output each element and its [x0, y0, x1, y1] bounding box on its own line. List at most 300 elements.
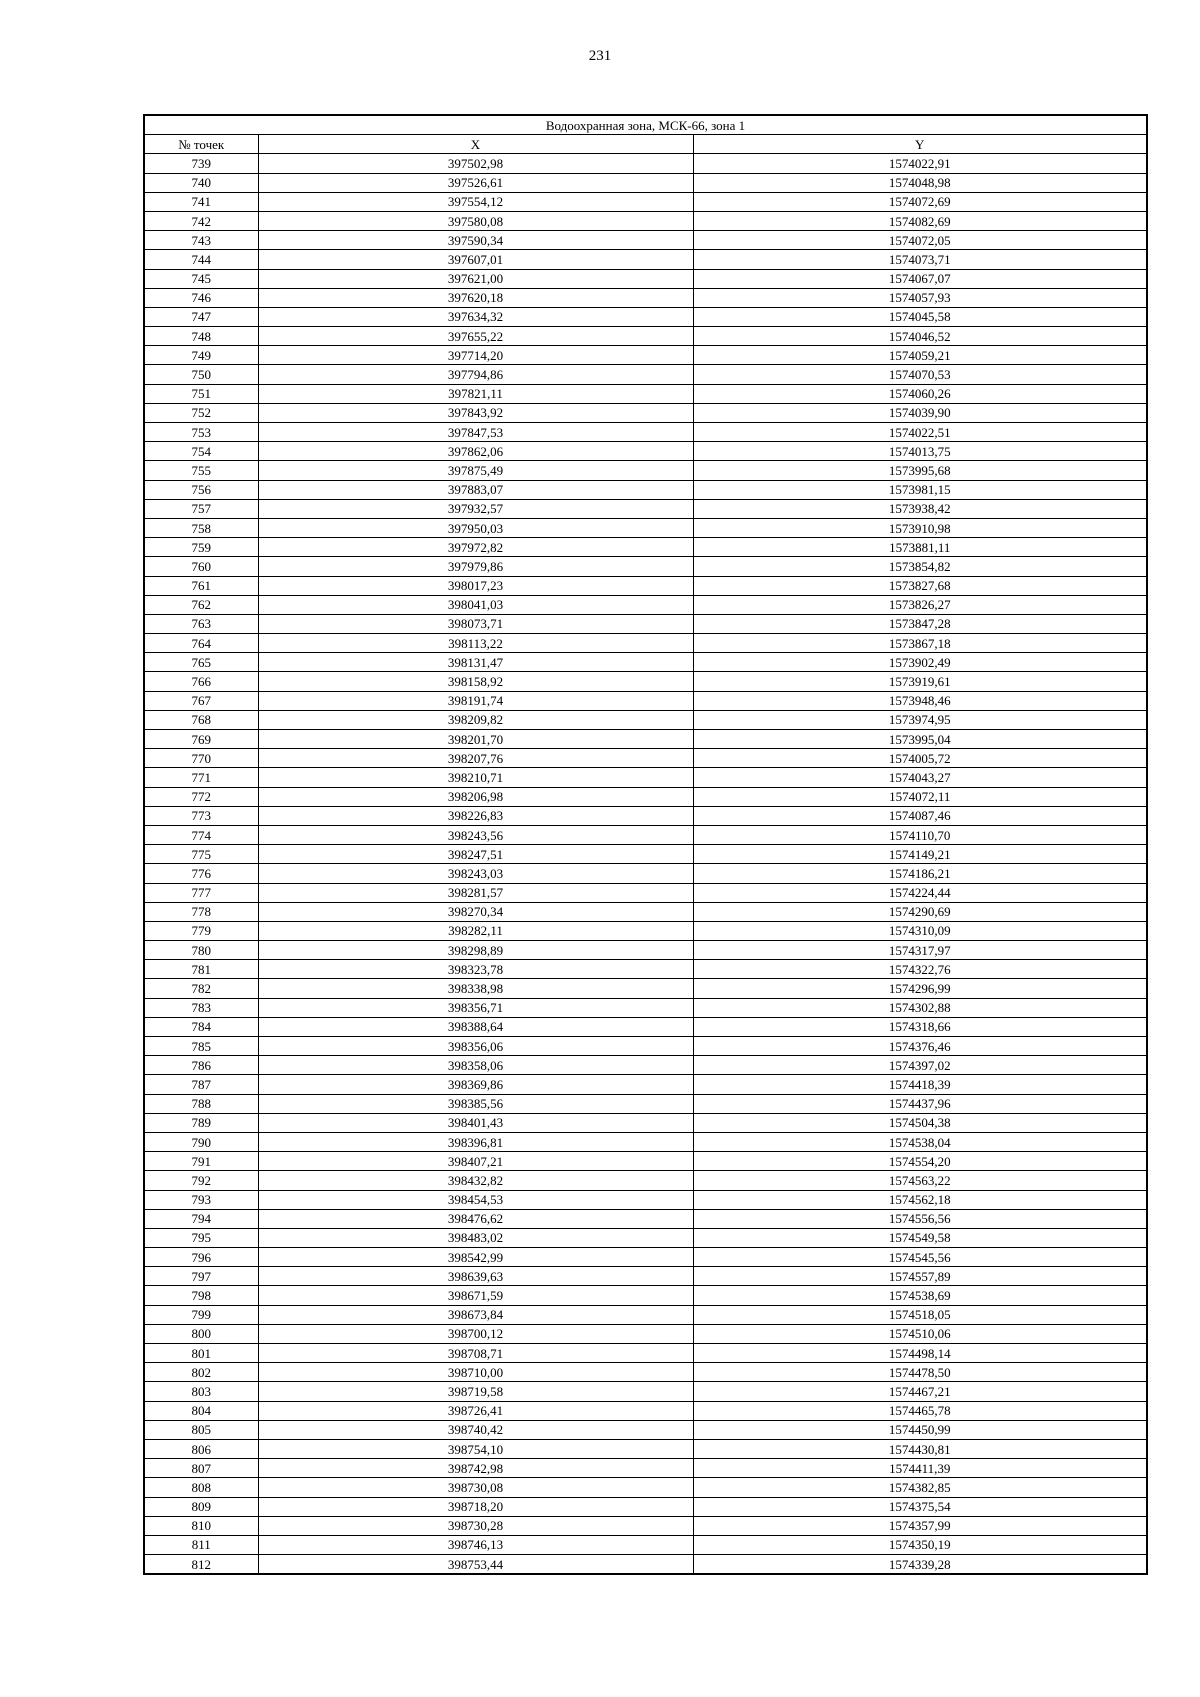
point-number-cell: 791	[144, 1152, 258, 1171]
x-coordinate-cell: 397972,82	[258, 538, 693, 557]
point-number-cell: 742	[144, 211, 258, 230]
x-coordinate-cell: 397590,34	[258, 231, 693, 250]
y-coordinate-cell: 1574110,70	[693, 825, 1147, 844]
point-number-cell: 770	[144, 749, 258, 768]
point-number-cell: 812	[144, 1555, 258, 1575]
table-row	[144, 480, 1147, 499]
y-coordinate-cell: 1573974,95	[693, 710, 1147, 729]
y-coordinate-cell: 1574397,02	[693, 1056, 1147, 1075]
table-row	[144, 1420, 1147, 1439]
table-row	[144, 634, 1147, 653]
point-number-cell: 787	[144, 1075, 258, 1094]
table-row	[144, 154, 1147, 173]
table-row	[144, 499, 1147, 518]
x-coordinate-cell: 398338,98	[258, 979, 693, 998]
y-coordinate-cell: 1574504,38	[693, 1113, 1147, 1132]
y-coordinate-cell: 1574322,76	[693, 960, 1147, 979]
table-row	[144, 1267, 1147, 1286]
table-row	[144, 614, 1147, 633]
point-number-cell: 799	[144, 1305, 258, 1324]
table-row	[144, 538, 1147, 557]
point-number-cell: 779	[144, 921, 258, 940]
x-coordinate-cell: 398730,08	[258, 1478, 693, 1497]
x-coordinate-cell: 397580,08	[258, 211, 693, 230]
y-coordinate-cell: 1574043,27	[693, 768, 1147, 787]
y-coordinate-cell: 1574073,71	[693, 250, 1147, 269]
y-coordinate-cell: 1574430,81	[693, 1439, 1147, 1458]
point-number-cell: 784	[144, 1017, 258, 1036]
y-coordinate-cell: 1574382,85	[693, 1478, 1147, 1497]
x-coordinate-cell: 397875,49	[258, 461, 693, 480]
point-number-cell: 783	[144, 998, 258, 1017]
x-coordinate-cell: 398710,00	[258, 1363, 693, 1382]
point-number-cell: 777	[144, 883, 258, 902]
y-coordinate-cell: 1573948,46	[693, 691, 1147, 710]
y-coordinate-cell: 1574545,56	[693, 1248, 1147, 1267]
table-row	[144, 1382, 1147, 1401]
y-coordinate-cell: 1574048,98	[693, 173, 1147, 192]
point-number-cell: 809	[144, 1497, 258, 1516]
point-number-cell: 798	[144, 1286, 258, 1305]
table-row	[144, 595, 1147, 614]
y-coordinate-cell: 1574045,58	[693, 307, 1147, 326]
x-coordinate-cell: 398388,64	[258, 1017, 693, 1036]
page-number: 231	[588, 48, 612, 64]
table-row	[144, 1286, 1147, 1305]
point-number-cell: 786	[144, 1056, 258, 1075]
y-coordinate-cell: 1573981,15	[693, 480, 1147, 499]
table-row	[144, 825, 1147, 844]
table-row	[144, 1344, 1147, 1363]
table-row	[144, 1478, 1147, 1497]
table-row	[144, 1324, 1147, 1343]
y-coordinate-cell: 1574013,75	[693, 442, 1147, 461]
table-row	[144, 461, 1147, 480]
point-number-cell: 769	[144, 730, 258, 749]
point-number-cell: 749	[144, 346, 258, 365]
point-number-cell: 778	[144, 902, 258, 921]
point-number-cell: 775	[144, 845, 258, 864]
point-number-cell: 785	[144, 1037, 258, 1056]
table-row	[144, 806, 1147, 825]
table-row	[144, 691, 1147, 710]
y-coordinate-cell: 1574562,18	[693, 1190, 1147, 1209]
point-number-cell: 762	[144, 595, 258, 614]
table-row	[144, 1094, 1147, 1113]
x-coordinate-cell: 397526,61	[258, 173, 693, 192]
table-row	[144, 864, 1147, 883]
table-row	[144, 1152, 1147, 1171]
x-coordinate-cell: 397621,00	[258, 269, 693, 288]
table-row	[144, 346, 1147, 365]
x-coordinate-cell: 398131,47	[258, 653, 693, 672]
point-number-cell: 789	[144, 1113, 258, 1132]
x-coordinate-cell: 398700,12	[258, 1324, 693, 1343]
table-row	[144, 211, 1147, 230]
table-row	[144, 749, 1147, 768]
table-row	[144, 1535, 1147, 1554]
x-coordinate-cell: 398207,76	[258, 749, 693, 768]
table-row	[144, 384, 1147, 403]
y-coordinate-cell: 1574317,97	[693, 941, 1147, 960]
x-coordinate-cell: 398356,71	[258, 998, 693, 1017]
x-coordinate-cell: 397634,32	[258, 307, 693, 326]
point-number-cell: 781	[144, 960, 258, 979]
point-number-cell: 776	[144, 864, 258, 883]
x-coordinate-cell: 398476,62	[258, 1209, 693, 1228]
x-coordinate-cell: 398201,70	[258, 730, 693, 749]
y-coordinate-cell: 1574538,69	[693, 1286, 1147, 1305]
table-row	[144, 1228, 1147, 1247]
point-number-cell: 807	[144, 1459, 258, 1478]
x-coordinate-cell: 398396,81	[258, 1132, 693, 1151]
y-coordinate-cell: 1574087,46	[693, 806, 1147, 825]
point-number-cell: 753	[144, 423, 258, 442]
table-row	[144, 518, 1147, 537]
x-coordinate-cell: 398671,59	[258, 1286, 693, 1305]
table-row	[144, 365, 1147, 384]
y-coordinate-cell: 1573826,27	[693, 595, 1147, 614]
y-coordinate-cell: 1574478,50	[693, 1363, 1147, 1382]
y-coordinate-cell: 1573995,04	[693, 730, 1147, 749]
table-row	[144, 998, 1147, 1017]
x-coordinate-cell: 398209,82	[258, 710, 693, 729]
table-row	[144, 288, 1147, 307]
x-coordinate-cell: 397862,06	[258, 442, 693, 461]
point-number-cell: 810	[144, 1516, 258, 1535]
point-number-cell: 793	[144, 1190, 258, 1209]
x-coordinate-cell: 397932,57	[258, 499, 693, 518]
point-number-cell: 774	[144, 825, 258, 844]
table-row	[144, 653, 1147, 672]
y-coordinate-cell: 1574302,88	[693, 998, 1147, 1017]
table-row	[144, 1459, 1147, 1478]
y-coordinate-cell: 1574039,90	[693, 403, 1147, 422]
y-coordinate-cell: 1574070,53	[693, 365, 1147, 384]
table-row	[144, 768, 1147, 787]
point-number-cell: 806	[144, 1439, 258, 1458]
y-coordinate-cell: 1574350,19	[693, 1535, 1147, 1554]
point-number-cell: 741	[144, 192, 258, 211]
x-coordinate-cell: 398718,20	[258, 1497, 693, 1516]
point-number-cell: 767	[144, 691, 258, 710]
table-row	[144, 423, 1147, 442]
column-header-y: Y	[693, 135, 1147, 154]
table-row	[144, 1401, 1147, 1420]
table-row	[144, 1305, 1147, 1324]
point-number-cell: 756	[144, 480, 258, 499]
y-coordinate-cell: 1574339,28	[693, 1555, 1147, 1575]
point-number-cell: 744	[144, 250, 258, 269]
table-row	[144, 1555, 1147, 1575]
x-coordinate-cell: 398323,78	[258, 960, 693, 979]
point-number-cell: 796	[144, 1248, 258, 1267]
point-number-cell: 758	[144, 518, 258, 537]
point-number-cell: 811	[144, 1535, 258, 1554]
table-row	[144, 710, 1147, 729]
table-title: Водоохранная зона, МСК-66, зона 1	[144, 115, 1147, 135]
point-number-cell: 804	[144, 1401, 258, 1420]
y-coordinate-cell: 1573919,61	[693, 672, 1147, 691]
y-coordinate-cell: 1574072,05	[693, 231, 1147, 250]
table-row	[144, 250, 1147, 269]
point-number-cell: 739	[144, 154, 258, 173]
x-coordinate-cell: 398483,02	[258, 1228, 693, 1247]
point-number-cell: 750	[144, 365, 258, 384]
x-coordinate-cell: 398113,22	[258, 634, 693, 653]
y-coordinate-cell: 1574467,21	[693, 1382, 1147, 1401]
point-number-cell: 745	[144, 269, 258, 288]
y-coordinate-cell: 1573910,98	[693, 518, 1147, 537]
table-row	[144, 921, 1147, 940]
point-number-cell: 803	[144, 1382, 258, 1401]
point-number-cell: 782	[144, 979, 258, 998]
point-number-cell: 795	[144, 1228, 258, 1247]
x-coordinate-cell: 398673,84	[258, 1305, 693, 1324]
x-coordinate-cell: 398206,98	[258, 787, 693, 806]
table-row	[144, 557, 1147, 576]
x-coordinate-cell: 397847,53	[258, 423, 693, 442]
x-coordinate-cell: 398356,06	[258, 1037, 693, 1056]
table-row	[144, 403, 1147, 422]
table-row	[144, 307, 1147, 326]
point-number-cell: 760	[144, 557, 258, 576]
table-row	[144, 1439, 1147, 1458]
point-number-cell: 752	[144, 403, 258, 422]
x-coordinate-cell: 398454,53	[258, 1190, 693, 1209]
table-row	[144, 1497, 1147, 1516]
x-coordinate-cell: 397607,01	[258, 250, 693, 269]
y-coordinate-cell: 1574556,56	[693, 1209, 1147, 1228]
table-row	[144, 960, 1147, 979]
x-coordinate-cell: 398542,99	[258, 1248, 693, 1267]
x-coordinate-cell: 398073,71	[258, 614, 693, 633]
y-coordinate-cell: 1574005,72	[693, 749, 1147, 768]
x-coordinate-cell: 398369,86	[258, 1075, 693, 1094]
y-coordinate-cell: 1573827,68	[693, 576, 1147, 595]
table-row	[144, 1056, 1147, 1075]
x-coordinate-cell: 398407,21	[258, 1152, 693, 1171]
table-row	[144, 576, 1147, 595]
table-row	[144, 1017, 1147, 1036]
y-coordinate-cell: 1574082,69	[693, 211, 1147, 230]
point-number-cell: 808	[144, 1478, 258, 1497]
x-coordinate-cell: 398708,71	[258, 1344, 693, 1363]
point-number-cell: 768	[144, 710, 258, 729]
point-number-cell: 743	[144, 231, 258, 250]
x-coordinate-cell: 398719,58	[258, 1382, 693, 1401]
table-row	[144, 672, 1147, 691]
x-coordinate-cell: 398754,10	[258, 1439, 693, 1458]
point-number-cell: 780	[144, 941, 258, 960]
point-number-cell: 748	[144, 327, 258, 346]
x-coordinate-cell: 398247,51	[258, 845, 693, 864]
y-coordinate-cell: 1573867,18	[693, 634, 1147, 653]
y-coordinate-cell: 1574022,91	[693, 154, 1147, 173]
y-coordinate-cell: 1574418,39	[693, 1075, 1147, 1094]
point-number-cell: 771	[144, 768, 258, 787]
x-coordinate-cell: 398639,63	[258, 1267, 693, 1286]
y-coordinate-cell: 1574376,46	[693, 1037, 1147, 1056]
point-number-cell: 761	[144, 576, 258, 595]
column-header-x: X	[258, 135, 693, 154]
x-coordinate-cell: 397655,22	[258, 327, 693, 346]
y-coordinate-cell: 1573847,28	[693, 614, 1147, 633]
y-coordinate-cell: 1574375,54	[693, 1497, 1147, 1516]
x-coordinate-cell: 398281,57	[258, 883, 693, 902]
y-coordinate-cell: 1573854,82	[693, 557, 1147, 576]
coordinates-table	[143, 114, 1148, 1575]
table-row	[144, 173, 1147, 192]
x-coordinate-cell: 398191,74	[258, 691, 693, 710]
x-coordinate-cell: 398726,41	[258, 1401, 693, 1420]
y-coordinate-cell: 1574072,11	[693, 787, 1147, 806]
point-number-cell: 792	[144, 1171, 258, 1190]
y-coordinate-cell: 1574549,58	[693, 1228, 1147, 1247]
table-row	[144, 1113, 1147, 1132]
x-coordinate-cell: 398226,83	[258, 806, 693, 825]
x-coordinate-cell: 397620,18	[258, 288, 693, 307]
y-coordinate-cell: 1574510,06	[693, 1324, 1147, 1343]
table-row	[144, 1516, 1147, 1535]
y-coordinate-cell: 1574518,05	[693, 1305, 1147, 1324]
x-coordinate-cell: 398730,28	[258, 1516, 693, 1535]
y-coordinate-cell: 1574450,99	[693, 1420, 1147, 1439]
point-number-cell: 797	[144, 1267, 258, 1286]
y-coordinate-cell: 1574046,52	[693, 327, 1147, 346]
point-number-cell: 740	[144, 173, 258, 192]
table-row	[144, 1190, 1147, 1209]
table-row	[144, 269, 1147, 288]
x-coordinate-cell: 398270,34	[258, 902, 693, 921]
table-row	[144, 883, 1147, 902]
x-coordinate-cell: 397979,86	[258, 557, 693, 576]
table-row	[144, 845, 1147, 864]
point-number-cell: 755	[144, 461, 258, 480]
point-number-cell: 772	[144, 787, 258, 806]
point-number-cell: 747	[144, 307, 258, 326]
table-body	[144, 154, 1147, 1574]
x-coordinate-cell: 398432,82	[258, 1171, 693, 1190]
x-coordinate-cell: 398243,56	[258, 825, 693, 844]
x-coordinate-cell: 398243,03	[258, 864, 693, 883]
point-number-cell: 765	[144, 653, 258, 672]
y-coordinate-cell: 1574149,21	[693, 845, 1147, 864]
y-coordinate-cell: 1574411,39	[693, 1459, 1147, 1478]
point-number-cell: 757	[144, 499, 258, 518]
point-number-cell: 759	[144, 538, 258, 557]
x-coordinate-cell: 398282,11	[258, 921, 693, 940]
y-coordinate-cell: 1574465,78	[693, 1401, 1147, 1420]
table-row	[144, 1171, 1147, 1190]
table-row	[144, 787, 1147, 806]
x-coordinate-cell: 398746,13	[258, 1535, 693, 1554]
x-coordinate-cell: 397883,07	[258, 480, 693, 499]
y-coordinate-cell: 1574022,51	[693, 423, 1147, 442]
y-coordinate-cell: 1574057,93	[693, 288, 1147, 307]
point-number-cell: 794	[144, 1209, 258, 1228]
y-coordinate-cell: 1574060,26	[693, 384, 1147, 403]
y-coordinate-cell: 1574437,96	[693, 1094, 1147, 1113]
y-coordinate-cell: 1574357,99	[693, 1516, 1147, 1535]
point-number-cell: 801	[144, 1344, 258, 1363]
table-row	[144, 327, 1147, 346]
table-row	[144, 1075, 1147, 1094]
x-coordinate-cell: 397950,03	[258, 518, 693, 537]
table-row	[144, 231, 1147, 250]
point-number-cell: 800	[144, 1324, 258, 1343]
y-coordinate-cell: 1574557,89	[693, 1267, 1147, 1286]
y-coordinate-cell: 1574224,44	[693, 883, 1147, 902]
y-coordinate-cell: 1574059,21	[693, 346, 1147, 365]
table-row	[144, 902, 1147, 921]
table-row	[144, 1132, 1147, 1151]
table-row	[144, 730, 1147, 749]
x-coordinate-cell: 398385,56	[258, 1094, 693, 1113]
point-number-cell: 788	[144, 1094, 258, 1113]
point-number-cell: 805	[144, 1420, 258, 1439]
y-coordinate-cell: 1574563,22	[693, 1171, 1147, 1190]
x-coordinate-cell: 398298,89	[258, 941, 693, 960]
x-coordinate-cell: 397794,86	[258, 365, 693, 384]
table-row	[144, 442, 1147, 461]
point-number-cell: 802	[144, 1363, 258, 1382]
table-row	[144, 1037, 1147, 1056]
x-coordinate-cell: 397714,20	[258, 346, 693, 365]
y-coordinate-cell: 1573902,49	[693, 653, 1147, 672]
y-coordinate-cell: 1574290,69	[693, 902, 1147, 921]
table-row	[144, 192, 1147, 211]
y-coordinate-cell: 1574296,99	[693, 979, 1147, 998]
column-header-point-number: № точек	[144, 135, 258, 154]
point-number-cell: 754	[144, 442, 258, 461]
y-coordinate-cell: 1573881,11	[693, 538, 1147, 557]
y-coordinate-cell: 1574538,04	[693, 1132, 1147, 1151]
y-coordinate-cell: 1574498,14	[693, 1344, 1147, 1363]
x-coordinate-cell: 397843,92	[258, 403, 693, 422]
table-row	[144, 1363, 1147, 1382]
y-coordinate-cell: 1574554,20	[693, 1152, 1147, 1171]
x-coordinate-cell: 398210,71	[258, 768, 693, 787]
point-number-cell: 790	[144, 1132, 258, 1151]
point-number-cell: 773	[144, 806, 258, 825]
y-coordinate-cell: 1573938,42	[693, 499, 1147, 518]
y-coordinate-cell: 1573995,68	[693, 461, 1147, 480]
x-coordinate-cell: 398041,03	[258, 595, 693, 614]
y-coordinate-cell: 1574318,66	[693, 1017, 1147, 1036]
y-coordinate-cell: 1574067,07	[693, 269, 1147, 288]
x-coordinate-cell: 398358,06	[258, 1056, 693, 1075]
x-coordinate-cell: 398401,43	[258, 1113, 693, 1132]
x-coordinate-cell: 398742,98	[258, 1459, 693, 1478]
point-number-cell: 764	[144, 634, 258, 653]
x-coordinate-cell: 398740,42	[258, 1420, 693, 1439]
x-coordinate-cell: 398158,92	[258, 672, 693, 691]
table-row	[144, 1248, 1147, 1267]
x-coordinate-cell: 398017,23	[258, 576, 693, 595]
y-coordinate-cell: 1574310,09	[693, 921, 1147, 940]
x-coordinate-cell: 397821,11	[258, 384, 693, 403]
y-coordinate-cell: 1574186,21	[693, 864, 1147, 883]
x-coordinate-cell: 398753,44	[258, 1555, 693, 1575]
point-number-cell: 746	[144, 288, 258, 307]
table-row	[144, 1209, 1147, 1228]
x-coordinate-cell: 397502,98	[258, 154, 693, 173]
point-number-cell: 751	[144, 384, 258, 403]
y-coordinate-cell: 1574072,69	[693, 192, 1147, 211]
table-row	[144, 941, 1147, 960]
x-coordinate-cell: 397554,12	[258, 192, 693, 211]
